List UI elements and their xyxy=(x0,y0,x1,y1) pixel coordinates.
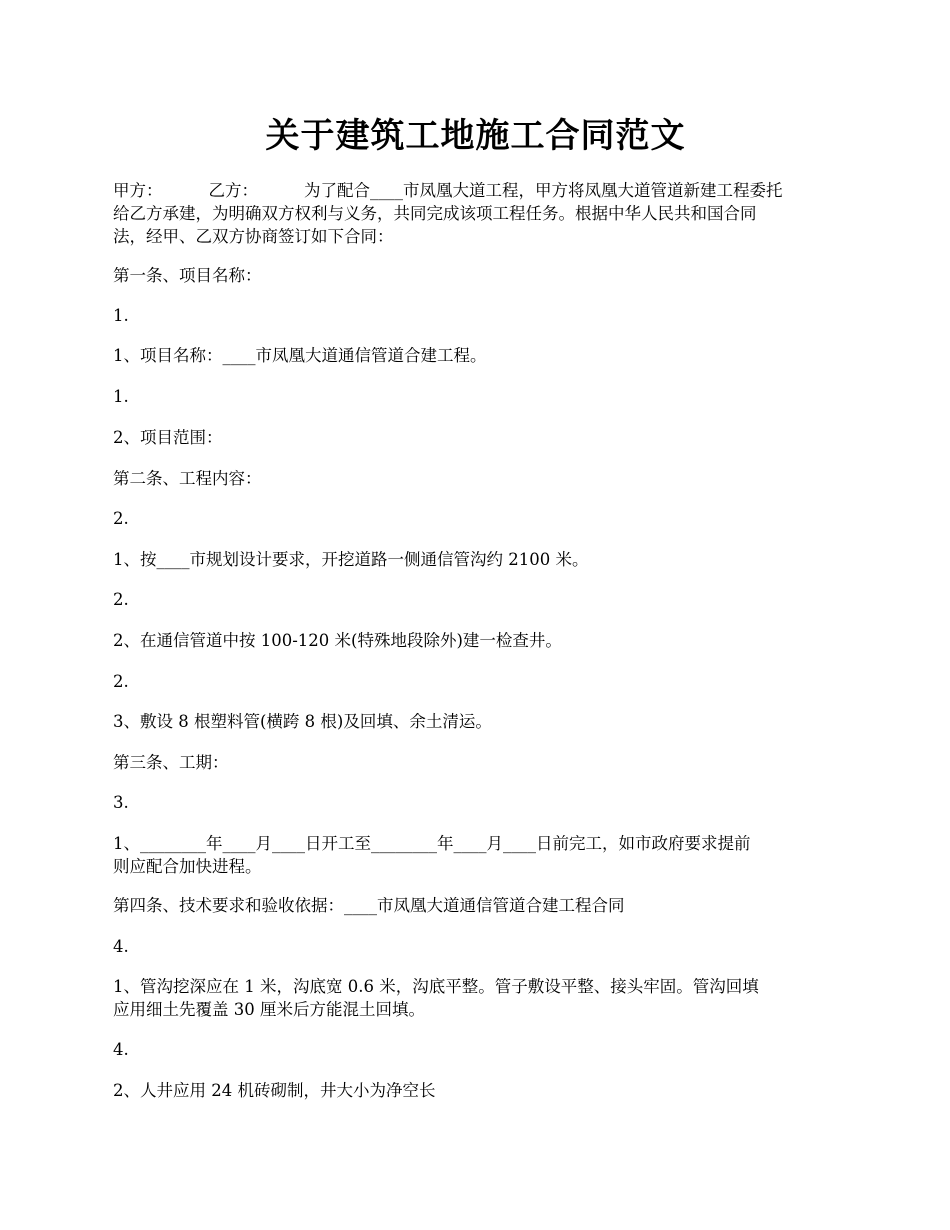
article-4-heading: 第四条、技术要求和验收依据：____市凤凰大道通信管道合建工程合同 xyxy=(113,896,625,915)
article-1-heading: 第一条、项目名称： xyxy=(113,266,262,285)
party-a-label: 甲方： xyxy=(113,181,163,200)
section-number: 4. xyxy=(113,1040,129,1059)
section-number: 1. xyxy=(113,306,129,325)
schedule-item-line-2: 则应配合加快进程。 xyxy=(113,857,262,876)
pipe-laying-item: 3、敷设 8 根塑料管(横跨 8 根)及回填、余土清运。 xyxy=(113,712,492,731)
project-name-item: 1、项目名称：____市凤凰大道通信管道合建工程。 xyxy=(113,346,487,365)
section-number: 3. xyxy=(113,793,129,812)
section-number: 2. xyxy=(113,590,129,609)
trench-item: 1、按____市规划设计要求，开挖道路一侧通信管沟约 2100 米。 xyxy=(113,550,589,569)
article-3-heading: 第三条、工期： xyxy=(113,753,229,772)
manhole-spec-item: 2、人井应用 24 机砖砌制，井大小为净空长 xyxy=(113,1081,436,1100)
section-number: 1. xyxy=(113,387,129,406)
inspection-well-item: 2、在通信管道中按 100-120 米(特殊地段除外)建一检查井。 xyxy=(113,631,562,650)
party-b-label: 乙方： xyxy=(208,181,258,200)
section-number: 2. xyxy=(113,509,129,528)
document-title: 关于建筑工地施工合同范文 xyxy=(265,116,686,156)
section-number: 2. xyxy=(113,672,129,691)
trench-spec-line-1: 1、管沟挖深应在 1 米，沟底宽 0.6 米，沟底平整。管子敷设平整、接头牢固。管沟回填 xyxy=(113,977,759,996)
article-2-heading: 第二条、工程内容： xyxy=(113,469,262,488)
section-number: 4. xyxy=(113,937,129,956)
trench-spec-line-2: 应用细土先覆盖 30 厘米后方能混土回填。 xyxy=(113,1000,425,1019)
intro-text: 为了配合____市凤凰大道工程，甲方将凤凰大道管道新建工程委托 xyxy=(304,181,783,200)
intro-paragraph-line-3: 法，经甲、乙双方协商签订如下合同： xyxy=(113,227,394,246)
intro-paragraph-line-2: 给乙方承建，为明确双方权利与义务，共同完成该项工程任务。根据中华人民共和国合同 xyxy=(113,204,757,223)
intro-paragraph-line-1 xyxy=(113,180,838,202)
schedule-item-line-1: 1、________年____月____日开工至________年____月____日前完工，如市政府要求提前 xyxy=(113,834,751,853)
project-scope-item: 2、项目范围： xyxy=(113,428,223,447)
